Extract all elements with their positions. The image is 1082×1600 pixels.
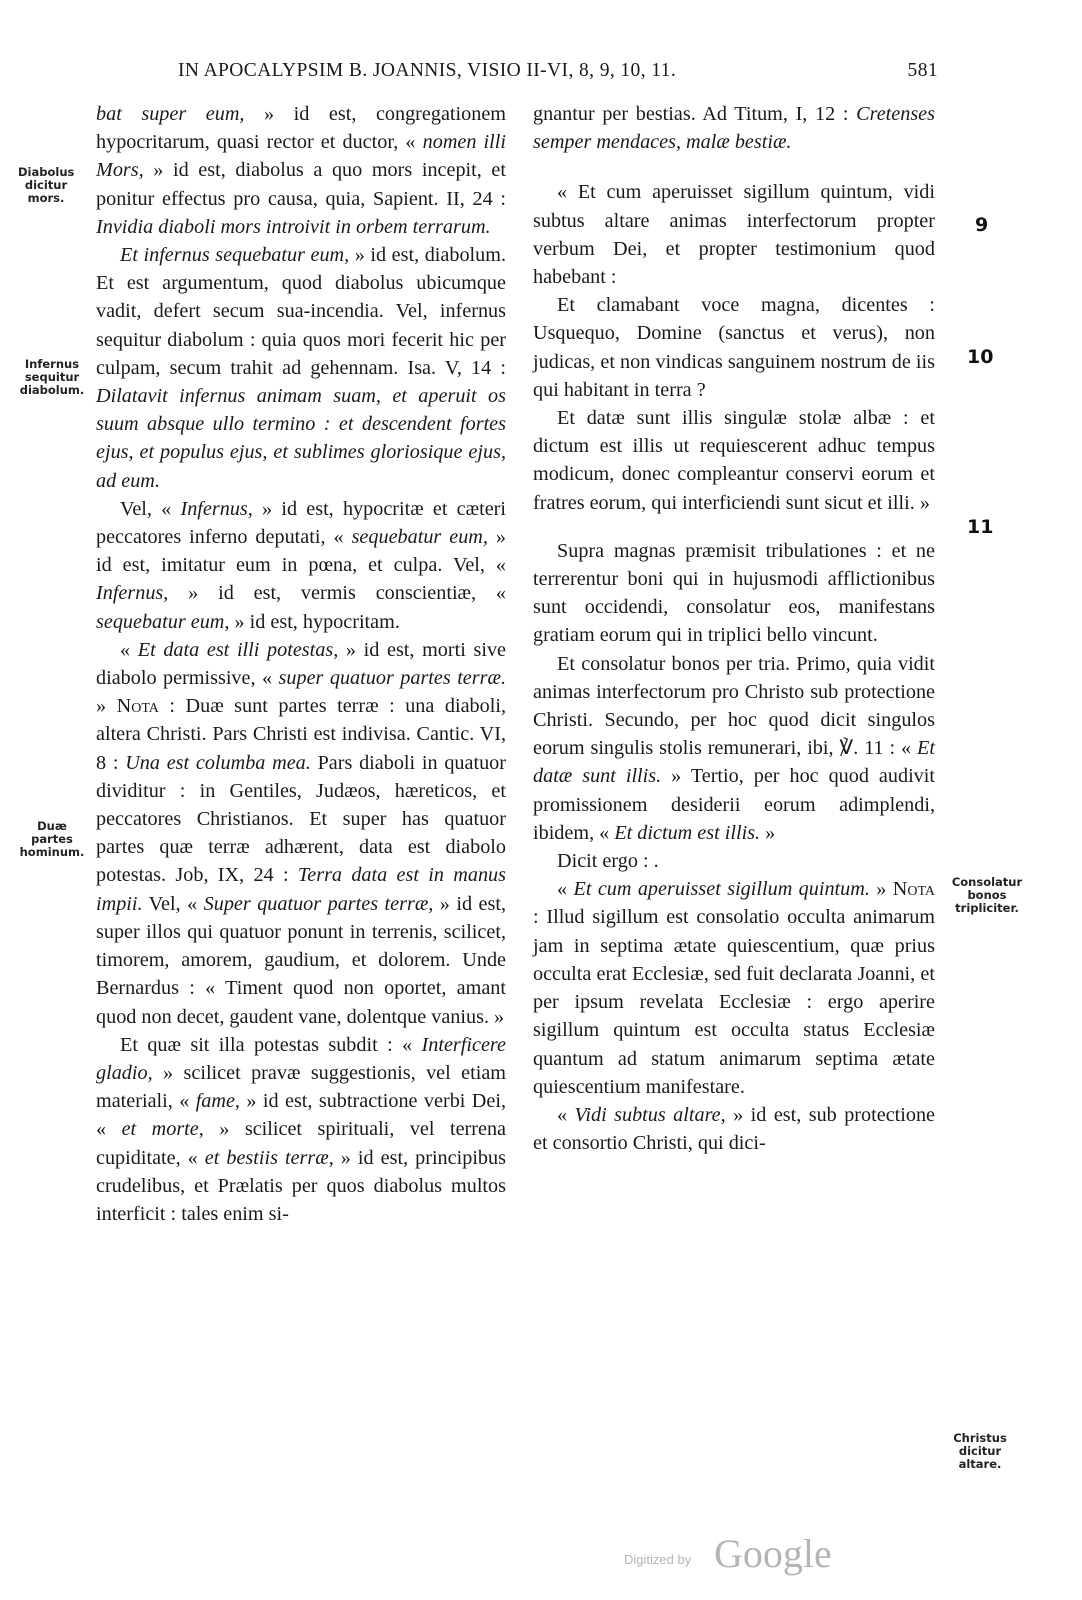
paragraph bbox=[96, 636, 506, 1031]
italic-text: Invidia diaboli mors introivit in orbem terrarum. bbox=[96, 215, 491, 238]
paragraph bbox=[96, 495, 506, 636]
italic-text: nomen illi Mors, bbox=[96, 131, 506, 182]
paragraph bbox=[533, 847, 935, 875]
italic-text: et morte, bbox=[121, 1118, 204, 1141]
text-run: » id est, super illos qui quatuor ponunt in terrenis, scilicet, timorem, amorem, gaudium, et dolorem. Unde Bernardus : « Timent quod non oportet, amant quod non decet, gaudent vane, dolentque vanius. » bbox=[96, 892, 507, 1028]
text-run: » id est, hypocritam. bbox=[229, 610, 400, 633]
text-run: » id est, morti sive diabolo permissive, « bbox=[96, 638, 506, 690]
page-number: 581 bbox=[907, 60, 938, 81]
text-run: Supra magnas præmisit tribulationes : et ne terrerentur boni qui in hujusmodi afflictionibus sunt occidendi, consolatur eos, manifestans gratiam eorum qui in triplici bello vincunt. bbox=[533, 539, 935, 647]
text-run: Et clamabant voce magna, dicentes : Usquequo, Domine (sanctus et verus), non judicas, et non vindicas sanguinem nostrum de iis qui habitant in terra ? bbox=[533, 294, 935, 401]
text-run: Et consolatur bonos per tria. Primo, quia vidit animas interfectorum pro Christo sub protectione Christi. Secundo, per hoc quod dicit singulos eorum singulis stolis remunerari, ibi, ℣. 11 : « bbox=[533, 652, 935, 760]
text-run: Vel, « bbox=[120, 497, 181, 520]
google-logo: Google bbox=[714, 1531, 832, 1576]
text-run: « bbox=[120, 638, 138, 661]
text-run: « Et cum aperuisset sigillum quintum, vidi subtus altare animas interfectorum propter verbum Dei, et propter testimonium quod habebant : bbox=[533, 181, 935, 289]
text-run: gnantur per bestias. Ad Titum, I, 12 : bbox=[533, 103, 857, 125]
italic-text: super quatuor partes terræ. bbox=[278, 667, 506, 690]
text-run: Et datæ sunt illis singulæ stolæ albæ : et dictum est illis ut requiescerent adhuc tempus modicum, donec compleantur conservi eorum et fratres eorum, qui interficiendi sunt sicut et illi. » bbox=[533, 407, 935, 514]
left-column bbox=[96, 100, 506, 1228]
text-run: » id est, subtractione verbi Dei, « bbox=[96, 1090, 506, 1141]
text-run: » id est, diabolum. Et est argumentum, quod diabolus ubicumque vadit, defert secum sua-incendia. Vel, infernus sequitur diabolum : quia quos mori fecerit hic per culpam, secum trahit ad gehennam. Isa. V, 14 : bbox=[96, 244, 506, 379]
italic-text: Et dictum est illis. bbox=[614, 821, 761, 844]
text-run: Vel, « bbox=[142, 892, 204, 915]
running-title: IN APOCALYPSIM B. JOANNIS, VISIO II-VI, 8, 9, 10, 11. bbox=[178, 60, 677, 81]
verse-number: 10 bbox=[967, 346, 994, 368]
margin-note: Duæ partes hominum. bbox=[19, 819, 85, 859]
verse-10 bbox=[533, 291, 935, 404]
italic-text: fame, bbox=[195, 1090, 240, 1113]
text-run: » scilicet spirituali, vel terrena cupiditate, « bbox=[96, 1118, 507, 1169]
right-column bbox=[533, 100, 935, 1157]
text-run: Pars diaboli in quatuor dividitur : in Gentiles, Judæos, hæreticos, et peccatores Christianos. Et super has quatuor partes quæ terræ adhærent, data est diabolo potestas. Job, IX, 24 : bbox=[96, 751, 507, 887]
small-caps-text: Nota bbox=[892, 878, 935, 901]
verse-9 bbox=[533, 178, 935, 291]
verse-number: 11 bbox=[967, 516, 994, 538]
text-run: » id est, vermis conscientiæ, « bbox=[168, 582, 506, 605]
italic-text: Dilatavit infernus animam suam, et aperuit os suum absque ullo termino : et descendent fortes ejus, et populus ejus, et sublimes gloriosique ejus, ad eum. bbox=[96, 385, 506, 492]
text-run: » id est, imitatur eum in pœna, et culpa. Vel, « bbox=[96, 526, 507, 577]
text-run: » id est, hypocritæ et cæteri peccatores inferno deputati, « bbox=[96, 497, 506, 549]
text-run: : Illud sigillum est consolatio occulta animarum jam in septima ætate quiescentium, quæ prius occulta erat Ecclesiæ, sed fuit declarata Joanni, et per ipsum revelata Ecclesiæ : ergo aperire sigillum quintum est occulta status Ecclesiæ quantum ad statum animarum septima ætate quiescentium manifestare. bbox=[533, 906, 935, 1098]
text-run: « bbox=[557, 1103, 575, 1126]
text-run: » id est, sub protectione et consortio Christi, qui dici- bbox=[533, 1103, 936, 1155]
running-header bbox=[178, 60, 938, 88]
italic-text: Interficere gladio, bbox=[96, 1033, 506, 1084]
paragraph bbox=[96, 1031, 506, 1228]
text-run: : Duæ sunt partes terræ : una diaboli, altera Christi. Pars Christi est indivisa. Cantic. VI, 8 : bbox=[96, 695, 507, 774]
small-caps-text: Nota bbox=[116, 695, 159, 718]
paragraph bbox=[533, 1101, 935, 1157]
digitized-watermark bbox=[624, 1530, 844, 1580]
paragraph bbox=[533, 100, 935, 156]
italic-text: Vidi subtus altare, bbox=[574, 1103, 726, 1126]
text-run: » bbox=[760, 821, 776, 844]
paragraph bbox=[96, 100, 506, 241]
text-run: Dicit ergo : . bbox=[557, 850, 659, 873]
text-run: » id est, diabolus a quo mors incepit, et ponitur effectus pro causa, quia, Sapient. II, 24 : bbox=[96, 159, 506, 210]
italic-text: bat super eum, bbox=[96, 103, 245, 125]
margin-note: Diabolus dicitur mors. bbox=[18, 165, 75, 205]
text-run: « bbox=[557, 878, 574, 901]
text-run: » bbox=[96, 695, 117, 718]
italic-text: Infernus, bbox=[180, 497, 253, 520]
margin-note: Consolatur bonos tripliciter. bbox=[951, 875, 1023, 915]
paragraph bbox=[533, 537, 935, 650]
italic-text: sequebatur eum, bbox=[96, 610, 230, 633]
italic-text: Et datæ sunt illis. bbox=[533, 737, 935, 788]
verse-11 bbox=[533, 404, 935, 517]
verse-number: 9 bbox=[975, 214, 989, 236]
margin-note: Infernus sequitur diabolum. bbox=[19, 357, 85, 397]
italic-text: Et data est illi potestas, bbox=[137, 638, 339, 661]
italic-text: Super quatuor partes terræ, bbox=[203, 892, 434, 915]
italic-text: Terra data est in manus impii. bbox=[96, 864, 506, 915]
paragraph bbox=[96, 241, 506, 495]
text-run: » scilicet pravæ suggestionis, vel etiam materiali, « bbox=[96, 1061, 506, 1113]
italic-text: sequebatur eum, bbox=[351, 526, 488, 549]
digitized-by-text: Digitized by bbox=[624, 1552, 692, 1567]
italic-text: Et cum aperuisset sigillum quintum. bbox=[573, 878, 870, 901]
text-run: Et quæ sit illa potestas subdit : « bbox=[120, 1033, 422, 1056]
text-run: » id est, principibus crudelibus, et Prælatis per quos diabolus multos interficit : tales enim si- bbox=[96, 1146, 506, 1225]
paragraph bbox=[533, 650, 935, 847]
text-run: » Tertio, per hoc quod audivit promissionem desiderii eorum adimplendi, ibidem, « bbox=[533, 765, 935, 844]
paragraph bbox=[533, 875, 935, 1101]
text-run: » id est, congregationem hypocritarum, quasi rector et ductor, « bbox=[96, 103, 506, 154]
italic-text: Una est columba mea. bbox=[125, 751, 311, 774]
italic-text: Et infernus sequebatur eum, bbox=[120, 244, 350, 267]
text-run: » bbox=[869, 878, 893, 901]
italic-text: Cretenses semper mendaces, malæ bestiæ. bbox=[533, 103, 935, 154]
italic-text: et bestiis terræ, bbox=[204, 1146, 334, 1169]
italic-text: Infernus, bbox=[96, 582, 169, 605]
margin-note: Christus dicitur altare. bbox=[953, 1431, 1007, 1471]
